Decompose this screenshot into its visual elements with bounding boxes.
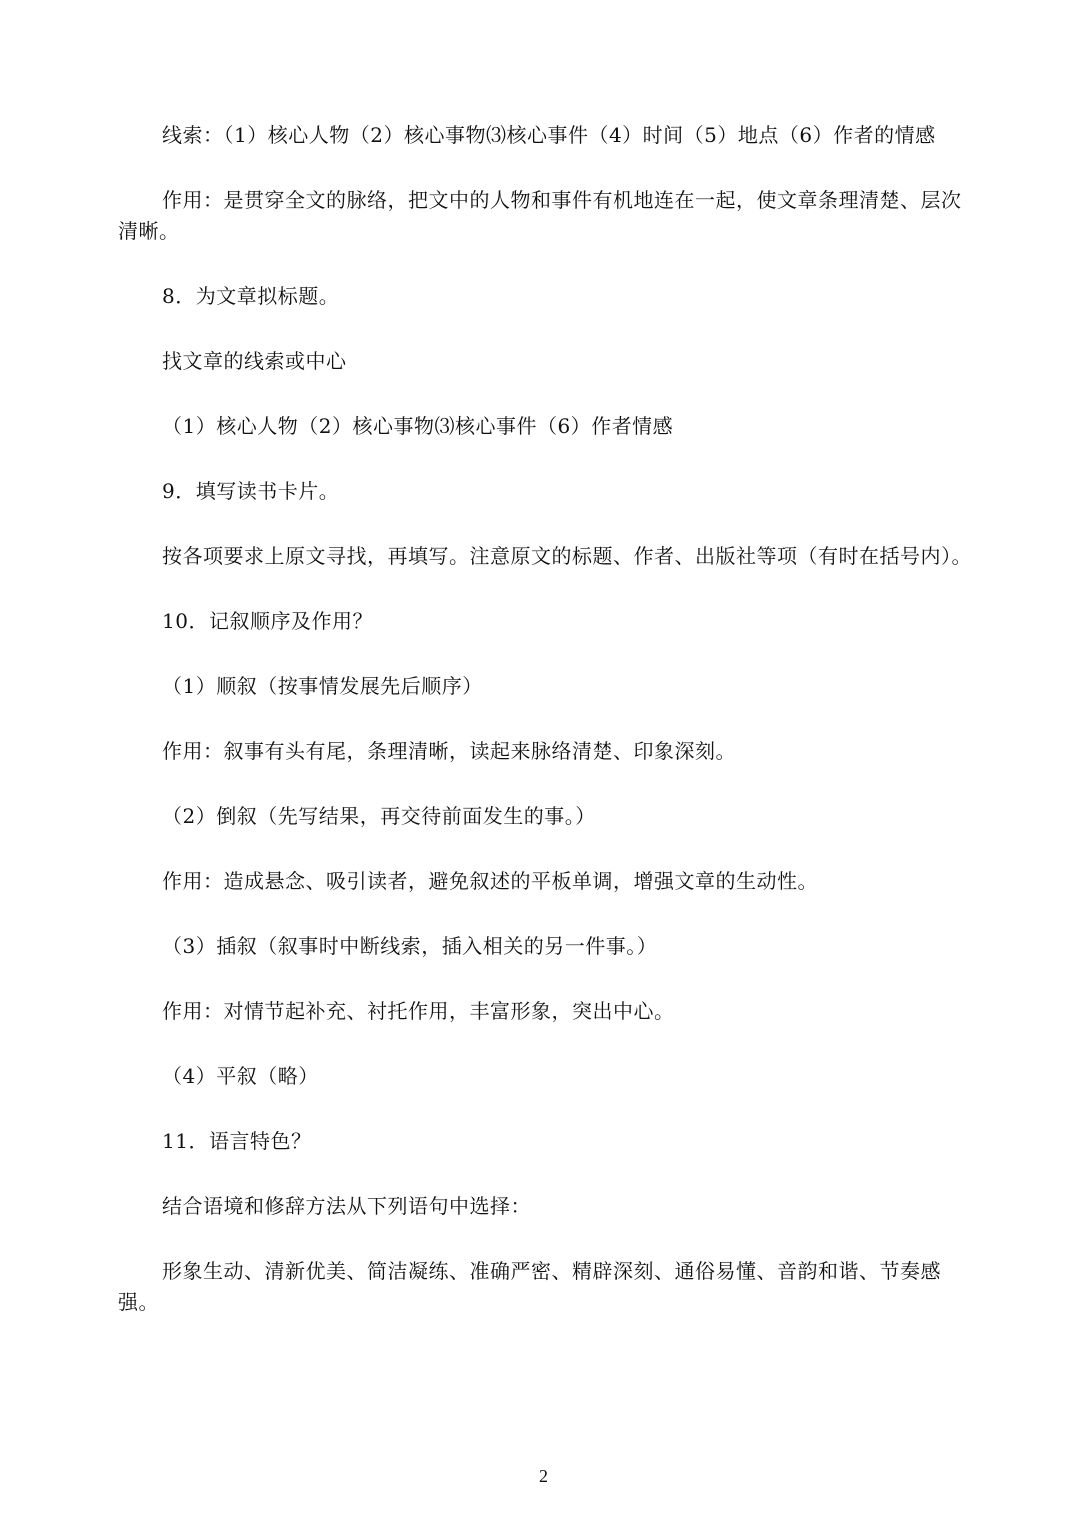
document-body: [118, 120, 973, 1352]
paragraph-flashback-function: 作用：造成悬念、吸引读者，避免叙述的平板单调，增强文章的生动性。: [162, 869, 818, 893]
page-number: 2: [539, 1466, 548, 1486]
paragraph-interpolation: （3）插叙（叙事时中断线索，插入相关的另一件事。）: [162, 934, 658, 958]
paragraph-interpolation-function: 作用：对情节起补充、衬托作用，丰富形象，突出中心。: [162, 999, 675, 1023]
heading-item-10: 10．记叙顺序及作用？: [162, 609, 373, 633]
paragraph-chronological: （1）顺叙（按事情发展先后顺序）: [162, 674, 483, 698]
heading-item-9: 9．填写读书卡片。: [162, 479, 340, 503]
paragraph-language-instruction: 结合语境和修辞方法从下列语句中选择：: [162, 1194, 531, 1218]
paragraph-chronological-function: 作用：叙事有头有尾，条理清晰，读起来脉络清楚、印象深刻。: [162, 739, 736, 763]
paragraph-title-options: （1）核心人物（2）核心事物⑶核心事件（6）作者情感: [162, 414, 674, 438]
paragraph-parallel: （4）平叙（略）: [162, 1064, 319, 1088]
paragraph-reading-card: 按各项要求上原文寻找，再填写。注意原文的标题、作者、出版社等项（有时在括号内）。: [162, 544, 972, 568]
heading-item-8: 8．为文章拟标题。: [162, 284, 340, 308]
heading-item-11: 11．语言特色？: [162, 1129, 312, 1153]
paragraph-clues-function: 作用：是贯穿全文的脉络，把文中的人物和事件有机地连在一起，使文章条理清楚、层次清晰。: [118, 188, 962, 243]
paragraph-language-options: 形象生动、清新优美、简洁凝练、准确严密、精辟深刻、通俗易懂、音韵和谐、节奏感强。: [118, 1259, 941, 1314]
paragraph-find-clue: 找文章的线索或中心: [162, 349, 347, 373]
paragraph-clues: 线索：（1）核心人物（2）核心事物⑶核心事件（4）时间（5）地点（6）作者的情感: [162, 123, 936, 147]
paragraph-flashback: （2）倒叙（先写结果，再交待前面发生的事。）: [162, 804, 596, 828]
